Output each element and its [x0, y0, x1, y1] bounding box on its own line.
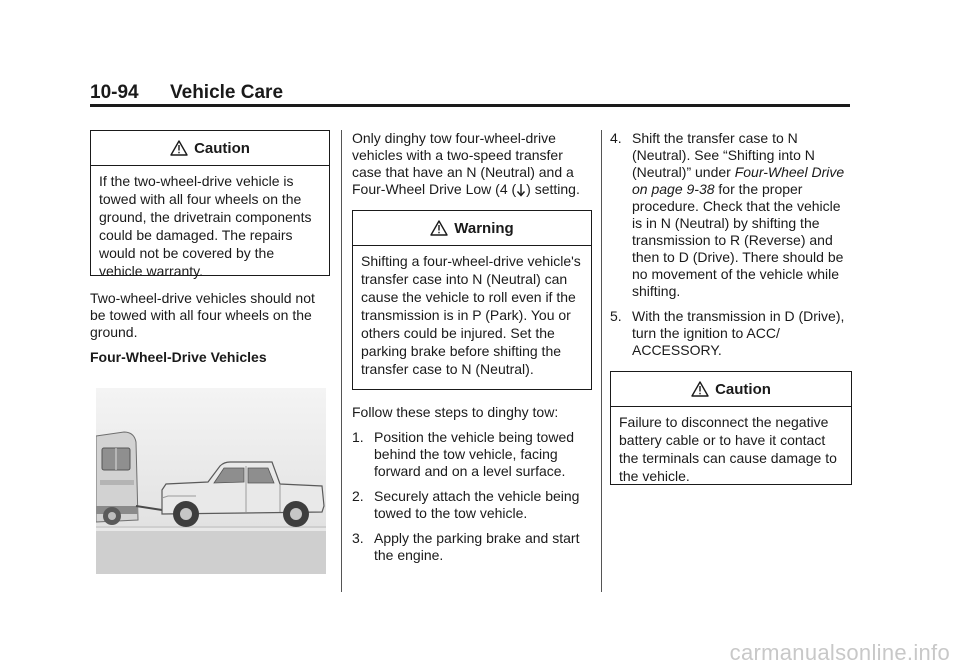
dinghy-tow-illustration [96, 388, 326, 574]
warning-box [352, 210, 592, 390]
caution-header [611, 372, 851, 407]
alert-triangle-icon [170, 140, 188, 156]
step-number: 5. [610, 308, 622, 324]
body-paragraph: Two-wheel-drive vehicles should not be towed with all four wheels on the ground. [90, 290, 315, 340]
caution-label: Caution [194, 139, 250, 157]
step-text [632, 130, 852, 300]
step-number: 4. [610, 130, 622, 146]
caution-header [91, 131, 329, 166]
alert-triangle-icon [691, 381, 709, 397]
step-text-part: Shift the transfer case to N (Neutral). See “Shifting into N (Neutral)” under [632, 130, 815, 180]
list-item [352, 488, 592, 522]
list-item [610, 130, 852, 300]
page-reference-link[interactable]: Four-Wheel Drive on page 9-38 [632, 164, 845, 197]
intro-text-end: ) setting. [526, 181, 580, 197]
step-text: Securely attach the vehicle being towed to the tow vehicle. [374, 488, 580, 521]
step-text: Position the vehicle being towed behind the tow vehicle, facing forward and on a level surface. [374, 429, 575, 479]
step-number: 3. [352, 530, 364, 546]
header-rule [90, 104, 850, 107]
column-divider [601, 130, 602, 592]
step-text: Apply the parking brake and start the engine. [374, 530, 580, 563]
column-3 [610, 130, 852, 499]
steps-intro: Follow these steps to dinghy tow: [352, 404, 559, 420]
intro-paragraph [352, 130, 592, 198]
steps-list [352, 429, 592, 564]
step-number: 1. [352, 429, 364, 445]
section-title: Vehicle Care [170, 82, 284, 103]
caution-label: Caution [715, 380, 771, 398]
list-item [352, 429, 592, 480]
list-item [352, 530, 592, 564]
intro-text: Only dinghy tow four-wheel-drive vehicles with a two-speed transfer case that have an N (Neutral) and a Four-Wheel Drive Low (4 ( [352, 130, 574, 197]
alert-triangle-icon [430, 220, 448, 236]
caution-text: Failure to disconnect the negative battery cable or to have it contact the terminals can cause damage to the vehicle. [619, 414, 837, 484]
page-number: 10-94 [90, 82, 139, 103]
steps-list-continued [610, 130, 852, 359]
column-1 [90, 130, 330, 374]
ground [96, 526, 326, 574]
list-item [610, 308, 852, 359]
caution-box [610, 371, 852, 485]
step-number: 2. [352, 488, 364, 504]
step-text-part: for the proper procedure. Check that the vehicle is in N (Neutral) by shifting the transmission to R (Reverse) and then to D (Drive). There should be no movement of the vehicle while shifting. [632, 181, 844, 299]
subheading: Four-Wheel-Drive Vehicles [90, 349, 267, 365]
motorhome [96, 432, 138, 525]
caution-text: If the two-wheel-drive vehicle is towed with all four wheels on the ground, the drivetrain components could be damaged. The repairs would not be covered by the vehicle warranty. [99, 173, 312, 279]
warning-text: Shifting a four-wheel-drive vehicle's transfer case into N (Neutral) can cause the vehicle to roll even if the transmission is in P (Park). You or others could be injured. Set the parking brake before shifting the transfer case to N (Neutral). [361, 253, 581, 377]
warning-header [353, 211, 591, 246]
warning-label: Warning [454, 219, 514, 237]
watermark: carmanualsonline.info [729, 640, 950, 665]
column-2 [352, 130, 592, 572]
caution-box [90, 130, 330, 279]
column-divider [341, 130, 342, 592]
four-wheel-low-icon [516, 183, 526, 197]
step-text: With the transmission in D (Drive), turn the ignition to ACC/ ACCESSORY. [632, 308, 845, 358]
